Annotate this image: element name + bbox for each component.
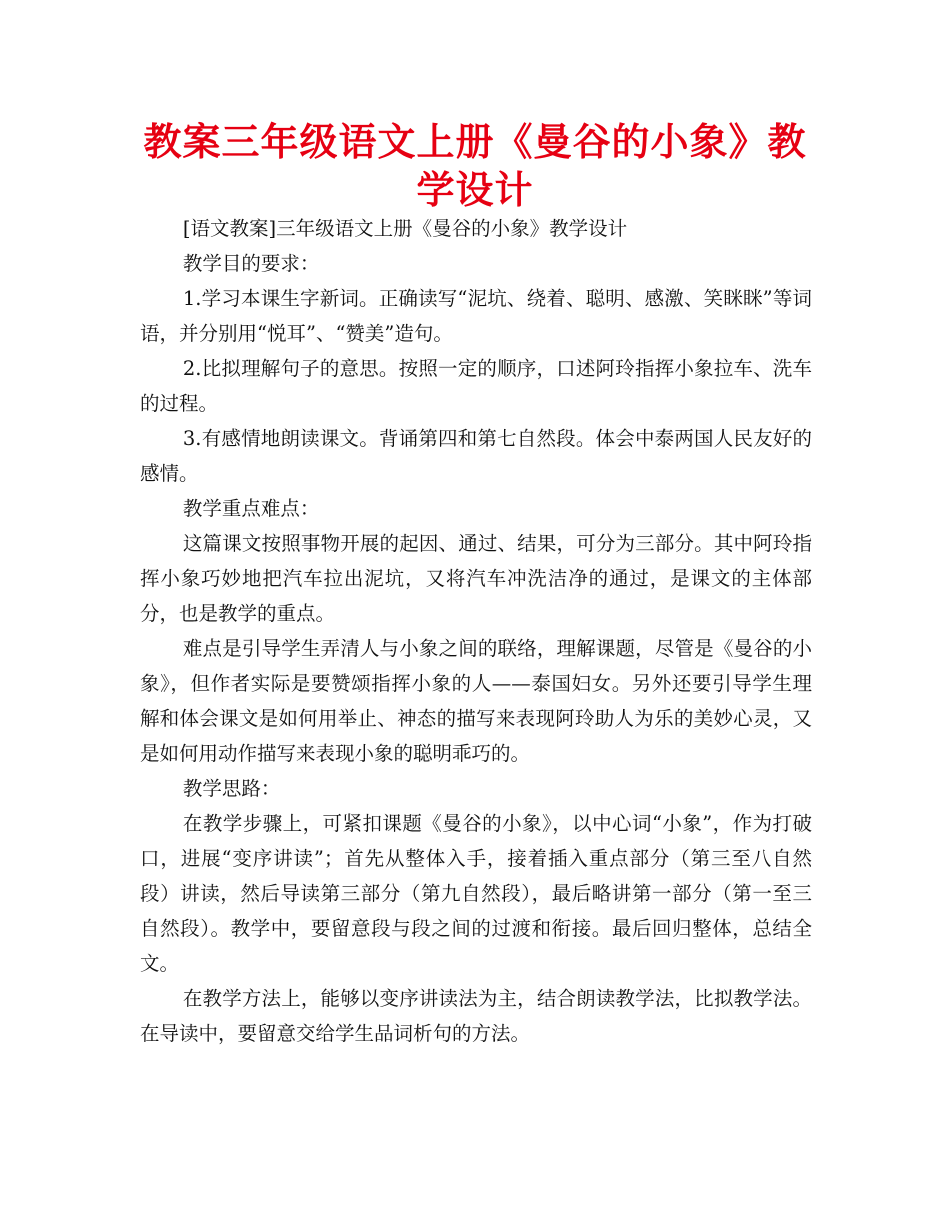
heading-teaching-ideas: 教学思路： <box>182 777 281 800</box>
heading-objectives: 教学目的要求： <box>182 252 320 275</box>
paragraph-teaching-steps: 在教学步骤上，可紧扣课题《曼谷的小象》，以中心词“小象”，作为打破口，进展“变序讲读”；首先从整体入手，接着插入重点部分（第三至八自然段）讲读，然后导读第三部分（第九自然段），最后略讲第一部分（第一至三自然段）。教学中，要留意段与段之间的过渡和衔接。最后回归整体，总结全文。 <box>140 812 812 975</box>
paragraph-difficulties: 难点是引导学生弄清人与小象之间的联络，理解课题，尽管是《曼谷的小象》，但作者实际是要赞颂指挥小象的人——泰国妇女。另外还要引导学生理解和体会课文是如何用举止、神态的描写来表现阿玲助人为乐的美妙心灵，又是如何用动作描写来表现小象的聪明乖巧的。 <box>140 637 812 765</box>
paragraph-teaching-methods: 在教学方法上，能够以变序讲读法为主，结合朗读教学法，比拟教学法。在导读中，要留意交给学生品词析句的方法。 <box>140 987 812 1045</box>
paragraph-key-points: 这篇课文按照事物开展的起因、通过、结果，可分为三部分。其中阿玲指挥小象巧妙地把汽车拉出泥坑，又将汽车冲洗洁净的通过，是课文的主体部分，也是教学的重点。 <box>140 532 812 625</box>
heading-key-points: 教学重点难点： <box>182 497 320 520</box>
document-body <box>140 211 812 1051</box>
paragraph-objective-2: 2.比拟理解句子的意思。按照一定的顺序，口述阿玲指挥小象拉车、洗车的过程。 <box>140 357 812 415</box>
paragraph-objective-1: 1.学习本课生字新词。正确读写“泥坑、绕着、聪明、感激、笑眯眯”等词语，并分别用“悦耳”、“赞美”造句。 <box>140 287 812 345</box>
paragraph-source-heading: [语文教案]三年级语文上册《曼谷的小象》教学设计 <box>182 217 628 240</box>
paragraph-objective-3: 3.有感情地朗读课文。背诵第四和第七自然段。体会中泰两国人民友好的感情。 <box>140 427 812 485</box>
document-title: 教案三年级语文上册《曼谷的小象》教学设计 <box>143 120 807 212</box>
